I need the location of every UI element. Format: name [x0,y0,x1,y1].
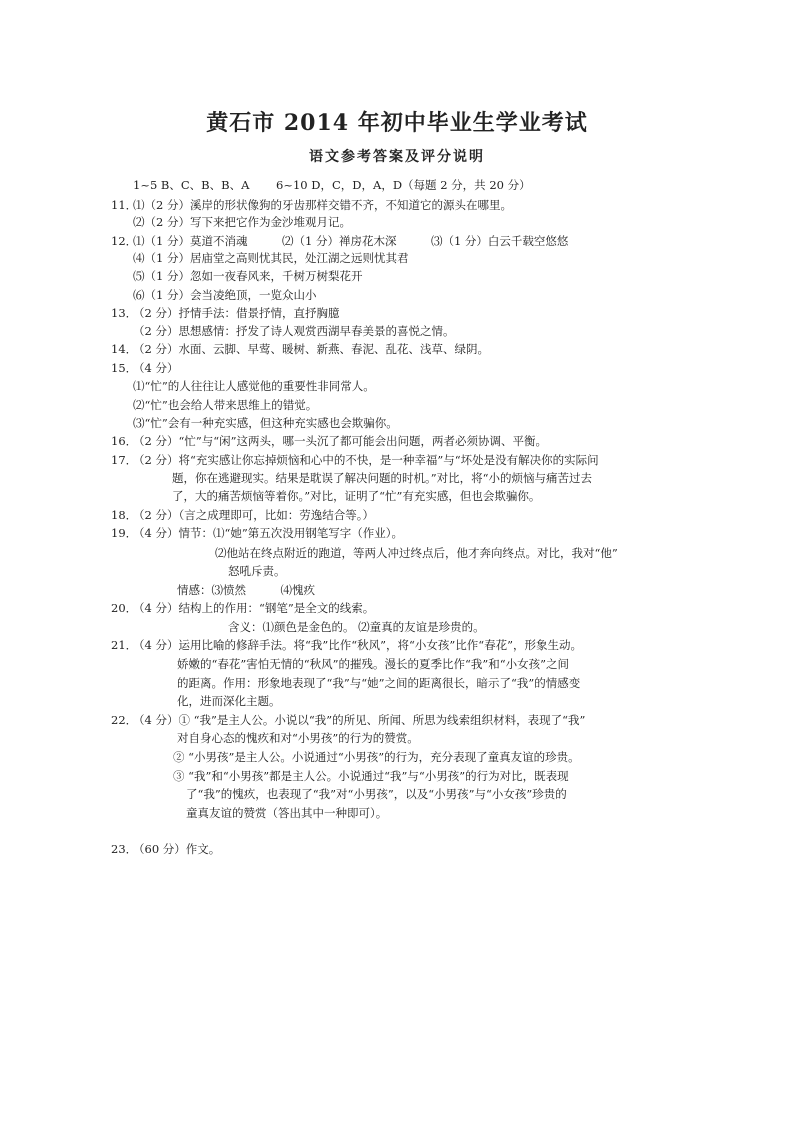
answer-line: 娇嫩的“春花”害怕无情的“秋风”的摧残。漫长的夏季比作“我”和“小女孩”之间 [177,657,570,671]
answer-line: 怒吼斥责。 [228,564,286,578]
question-number: 19． [111,526,138,540]
answer-line: （4 分）结构上的作用：“钢笔”是全文的线索。 [133,601,375,615]
answer-line: ⑴“忙”的人往往让人感觉他的重要性非同常人。 [133,379,375,393]
answer-line: ⑷（1 分）居庙堂之高则忧其民，处江湖之远则忧其君 [133,251,409,265]
answer-line: ③ “我”和“小男孩”都是主人公。小说通过“我”与“小男孩”的行为对比，既表现 [173,769,569,783]
question-number: 21． [111,638,138,652]
answer-line: 化，进而深化主题。 [177,694,281,708]
answer-line: （4 分） [133,361,179,375]
answer-line: （2 分）“忙”与“闲”这两头，哪一头沉了都可能会出问题，两者必须协调、平衡。 [133,434,547,448]
answer-line: ⑵他站在终点附近的跑道，等两人冲过终点后，他才奔向终点。对比，我对“他” [215,546,618,560]
question-number: 16． [111,434,138,448]
question-number: 17． [111,453,138,467]
answer-mc: 1~5 B、C、B、B、A 6~10 D，C，D，A，D（每题 2 分，共 20 分） [133,178,531,192]
question-number: 23． [111,842,138,856]
answer-line: 情感：⑶愤然 ⑷愧疚 [177,583,315,597]
page-title: 黄石市 2014 年初中毕业生学业考试 [206,110,588,136]
question-number: 18． [111,508,138,522]
answer-line: 了“我”的愧疚，也表现了“我”对“小男孩”，以及“小男孩”与“小女孩”珍贵的 [186,787,567,801]
answer-line: （4 分）① “我”是主人公。小说以“我”的所见、所闻、所思为线索组织材料，表现了“我” [133,713,586,727]
answer-line: （4 分）运用比喻的修辞手法。将“我”比作“秋风”，将“小女孩”比作“春花”，形象生动。 [133,638,583,652]
answer-line: （2 分）（言之成理即可，比如：劳逸结合等。） [133,508,374,522]
question-number: 11． [111,198,138,212]
answer-line: 的距离。作用：形象地表现了“我”与“她”之间的距离很长，暗示了“我”的情感变 [177,676,581,690]
answer-line: （2 分）思想感情：抒发了诗人观赏西湖早春美景的喜悦之情。 [133,324,455,338]
answer-line: ⑵（2 分）写下来把它作为金沙堆观月记。 [133,215,351,229]
answer-line: 题，你在逃避现实。结果是耽误了解决问题的时机。”对比，将“小的烦恼与痛苦过去 [172,471,593,485]
answer-line: 对自身心态的愧疚和对“小男孩”的行为的赞赏。 [177,731,419,745]
answer-line: 含义：⑴颜色是金色的。 ⑵童真的友谊是珍贵的。 [228,620,485,634]
answer-line: 了，大的痛苦烦恼等着你。”对比，证明了“忙”有充实感，但也会欺骗你。 [172,489,541,503]
question-number: 14． [111,342,138,356]
question-number: 12． [111,234,138,248]
answer-line: （2 分）水面、云脚、早莺、暖树、新燕、春泥、乱花、浅草、绿阴。 [133,342,489,356]
answer-line: ⑶“忙”会有一种充实感，但这种充实感也会欺骗你。 [133,416,398,430]
answer-line: ⑹（1 分）会当凌绝顶，一览众山小 [133,288,317,302]
answer-line: （2 分）抒情手法：借景抒情，直抒胸臆 [133,306,340,320]
answer-line: ⑸（1 分）忽如一夜春风来，千树万树梨花开 [133,269,363,283]
answer-line: （60 分）作文。 [133,842,221,856]
answer-line: ⑴（2 分）溪岸的形状像狗的牙齿那样交错不齐，不知道它的源头在哪里。 [133,198,512,212]
page-subtitle: 语文参考答案及评分说明 [309,149,485,165]
answer-line: ⑴（1 分）莫道不消魂 ⑵（1 分）禅房花木深 ⑶（1 分）白云千载空悠悠 [133,234,569,248]
answer-line: （2 分）将“充实感让你忘掉烦恼和心中的不快，是一种幸福”与“坏处是没有解决你的实际问 [133,453,599,467]
question-number: 22． [111,713,138,727]
question-number: 15． [111,361,138,375]
answer-line: （4 分）情节：⑴“她”第五次没用钢笔写字（作业）。 [133,526,403,540]
question-number: 20． [111,601,138,615]
question-number: 13． [111,306,138,320]
answer-line: 童真友谊的赞赏（答出其中一种即可）。 [186,806,388,820]
answer-line: ② “小男孩”是主人公。小说通过“小男孩”的行为，充分表现了童真友谊的珍贵。 [173,750,580,764]
answer-line: ⑵“忙”也会给人带来思维上的错觉。 [133,398,318,412]
